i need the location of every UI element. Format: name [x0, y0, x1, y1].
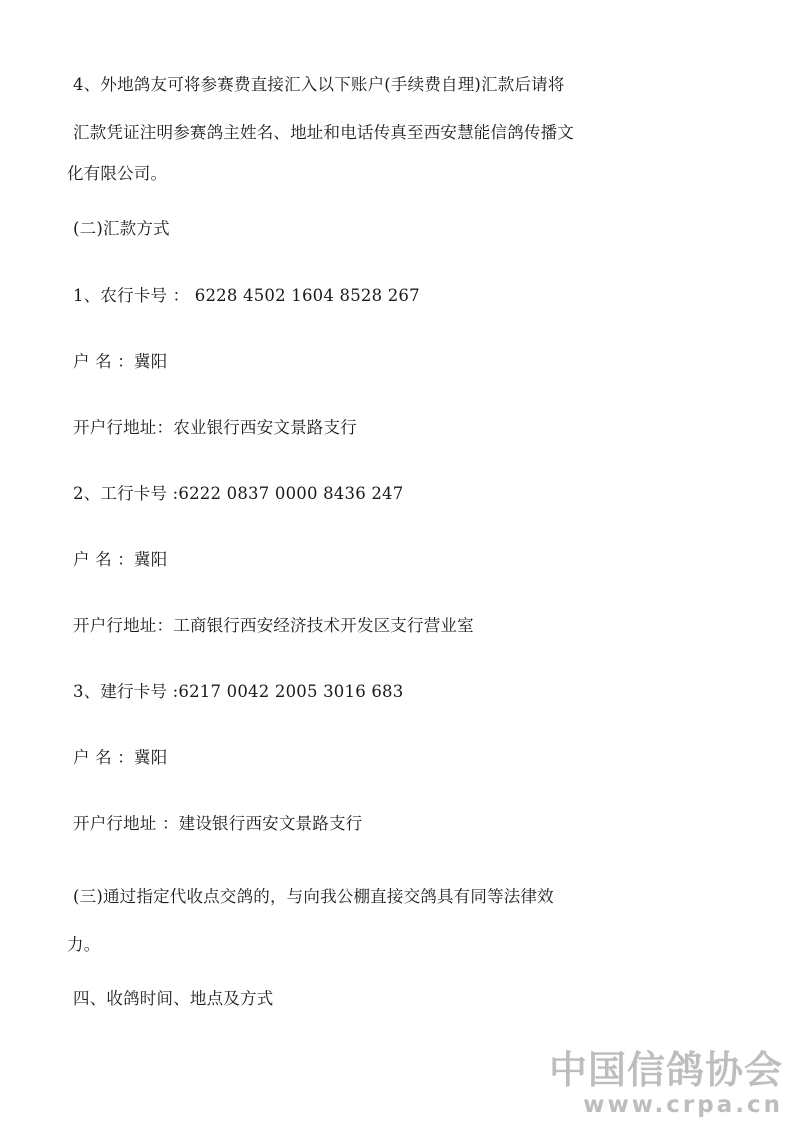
ccb-card-number: 3、建行卡号 :6217 0042 2005 3016 683	[73, 682, 404, 701]
icbc-bank-address: 开户行地址：工商银行西安经济技术开发区支行营业室	[73, 616, 474, 635]
ccb-account-name: 户 名 ：冀阳	[73, 748, 168, 767]
section-heading-remittance: (二)汇款方式	[73, 219, 170, 238]
watermark-url: www.crpa.cn	[583, 1092, 783, 1118]
abc-account-name: 户 名 ：冀阳	[73, 352, 168, 371]
abc-bank-address: 开户行地址：农业银行西安文景路支行	[73, 418, 357, 437]
paragraph-line-3: 化有限公司。	[67, 164, 168, 183]
watermark-logo-text: 中国信鸽协会	[548, 1048, 783, 1092]
section-heading-collection: 四、收鸽时间、地点及方式	[73, 989, 274, 1008]
paragraph-agent-line-1: (三)通过指定代收点交鸽的，与向我公棚直接交鸽具有同等法律效	[73, 887, 554, 906]
paragraph-line-1: 4、外地鸽友可将参赛费直接汇入以下账户(手续费自理)汇款后请将	[73, 75, 565, 94]
ccb-bank-address: 开户行地址 ：建设银行西安文景路支行	[73, 814, 363, 833]
paragraph-line-2: 汇款凭证注明参赛鸽主姓名、地址和电话传真至西安慧能信鸽传播文	[73, 123, 574, 142]
abc-card-number: 1、农行卡号 ： 6228 4502 1604 8528 267	[73, 286, 420, 305]
icbc-account-name: 户 名 ：冀阳	[73, 550, 168, 569]
paragraph-agent-line-2: 力。	[67, 935, 101, 954]
icbc-card-number: 2、工行卡号 :6222 0837 0000 8436 247	[73, 484, 404, 503]
